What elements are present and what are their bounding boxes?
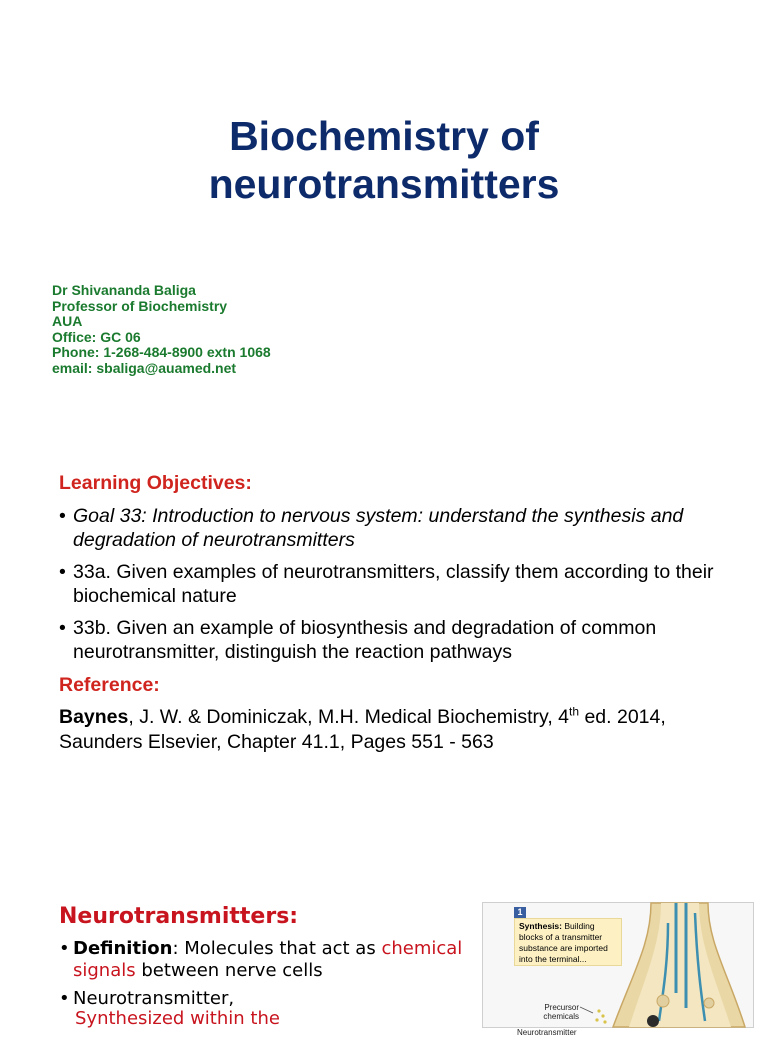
list-item — [59, 560, 739, 608]
objective-text: 33b. Given an example of biosynthesis and degradation of common neurotransmitter, distinguish the reaction pathways — [73, 617, 657, 663]
bullet-marker: • — [59, 561, 66, 583]
reference-superscript: th — [569, 704, 580, 719]
definition-label: Definition — [73, 938, 173, 959]
item-text: Neurotransmitter, — [73, 988, 235, 1009]
neurotransmitters-heading: Neurotransmitters: — [59, 904, 299, 929]
title-slide — [0, 0, 768, 440]
objectives-slide — [0, 440, 768, 860]
figure-caption-text: Building blocks of a transmitter substance are imported into the terminal... — [519, 921, 608, 964]
objectives-list — [59, 504, 739, 672]
neurotransmitters-list — [59, 938, 479, 1016]
author-info — [52, 283, 271, 376]
reference-part-2: ed. 2014, Saunders Elsevier, Chapter 41.1, Pages 551 - 563 — [59, 706, 666, 753]
definition-highlight: chemical signals — [73, 938, 463, 981]
definition-colon: : Molecules that act as — [172, 938, 382, 959]
list-item — [59, 504, 739, 552]
reference-author: Baynes — [59, 706, 129, 728]
bullet-marker: • — [59, 617, 66, 639]
author-name: Dr Shivananda Baliga — [52, 282, 196, 298]
figure-label-precursor: Precursor chemicals — [543, 1003, 579, 1021]
objectives-heading: Learning Objectives: — [59, 472, 252, 494]
author-institution: AUA — [52, 313, 83, 329]
objective-text: Goal 33: Introduction to nervous system: understand the synthesis and degradation of neurotransmitters — [73, 505, 684, 551]
author-phone: Phone: 1-268-484-8900 extn 1068 — [52, 344, 271, 360]
page-title — [0, 112, 768, 208]
reference-text — [59, 705, 749, 755]
neurotransmitters-slide — [0, 880, 768, 1037]
list-item — [59, 616, 739, 664]
figure-caption-title: Synthesis: — [519, 921, 562, 931]
figure-caption-box — [514, 918, 622, 966]
bullet-marker: • — [59, 988, 70, 1009]
reference-part-1: , J. W. & Dominiczak, M.H. Medical Biochemistry, 4 — [128, 706, 570, 728]
definition-rest: between nerve cells — [135, 960, 323, 981]
objective-text: 33a. Given examples of neurotransmitters, classify them according to their biochemical nature — [73, 561, 714, 607]
list-item — [59, 988, 479, 1010]
sub-item-partial: Synthesized within the — [75, 1008, 280, 1029]
author-position: Professor of Biochemistry — [52, 297, 228, 314]
bullet-marker: • — [59, 505, 66, 527]
author-email: email: sbaliga@auamed.net — [52, 359, 237, 376]
reference-heading: Reference: — [59, 674, 160, 696]
title-line-1: Biochemistry of — [229, 113, 539, 159]
author-office: Office: GC 06 — [52, 328, 141, 345]
list-item — [59, 938, 479, 982]
bullet-marker: • — [59, 938, 70, 959]
figure-label-neurotransmitter: Neurotransmitter — [517, 1028, 577, 1037]
synapse-figure — [482, 902, 754, 1037]
title-line-2: neurotransmitters — [208, 161, 560, 207]
figure-step-number: 1 — [514, 907, 526, 918]
